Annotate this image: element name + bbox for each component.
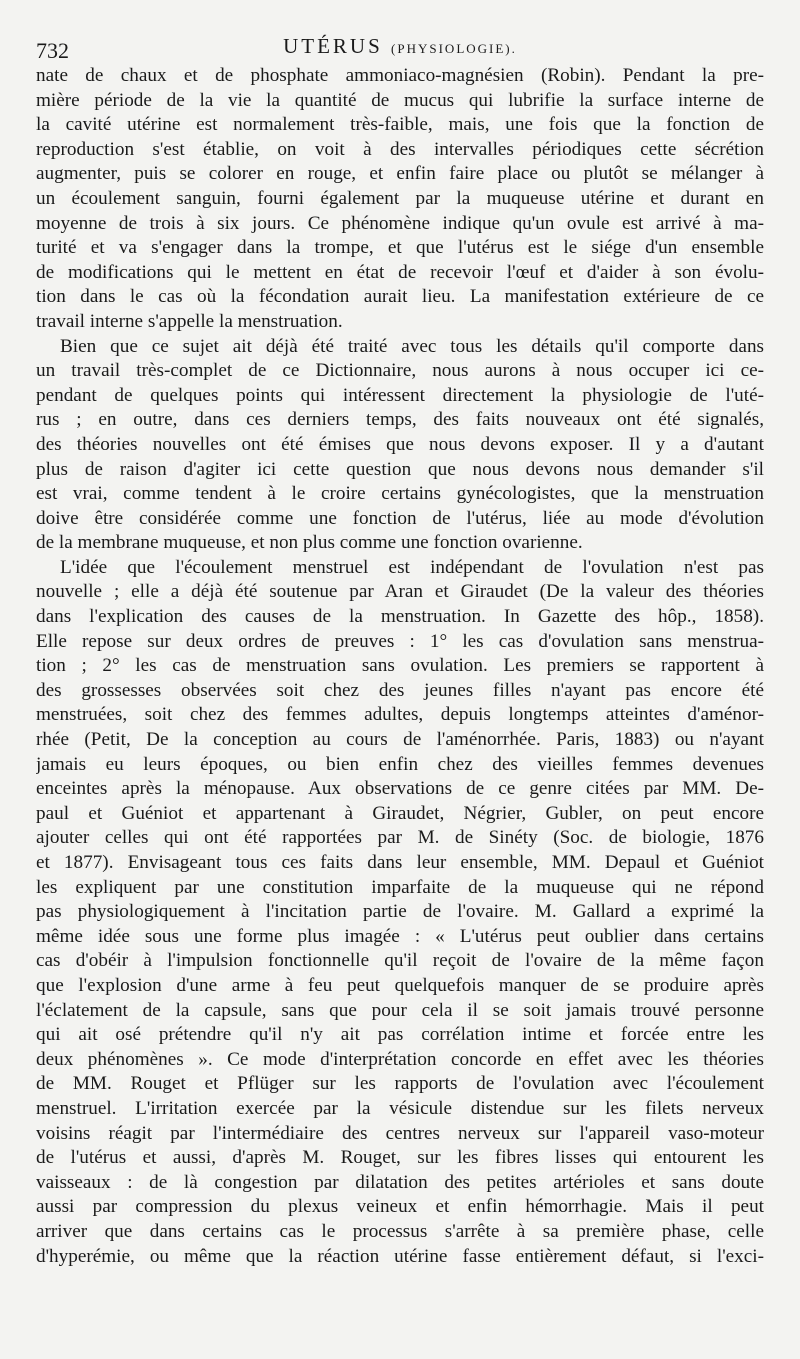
text-line: pendant de quelques points qui intéressent directement la physiologie de l'uté- [36,384,764,406]
text-line: pas physiologiquement à l'incitation partie de l'ovaire. M. Gallard a exprimé la [36,901,764,923]
text-line: d'hyperémie, ou même que la réaction utérine fasse entièrement défaut, si l'exci- [36,1245,764,1267]
text-line: arriver que dans certains cas le processus s'arrête à sa première phase, celle [36,1220,764,1242]
text-line: plus de raison d'agiter ici cette question que nous devons nous demander s'il [36,458,764,480]
text-line: tion ; 2° les cas de menstruation sans ovulation. Les premiers se rapportent à [36,655,764,677]
text-line: moyenne de trois à six jours. Ce phénomène indique qu'un ovule est arrivé à ma- [36,212,764,234]
text-line: travail interne s'appelle la menstruation. [36,310,343,332]
text-line: nouvelle ; elle a déjà été soutenue par Aran et Giraudet (De la valeur des théories [36,581,764,603]
text-line: rhée (Petit, De la conception au cours de l'aménorrhée. Paris, 1883) ou n'ayant [36,729,764,751]
text-line: de la membrane muqueuse, et non plus comme une fonction ovarienne. [36,532,583,554]
page-number: 732 [36,38,69,63]
text-line: Elle repose sur deux ordres de preuves : 1° les cas d'ovulation sans menstrua- [36,630,764,652]
text-line: rus ; en outre, dans ces derniers temps, des faits nouveaux ont été signalés, [36,409,764,431]
text-line: voisins réagit par l'intermédiaire des centres nerveux sur l'appareil vaso-moteur [36,1122,764,1144]
running-header [36,24,764,64]
text-line: augmenter, puis se colorer en rouge, et enfin faire place ou plutôt se mélanger à [36,163,764,185]
text-line: un travail très-complet de ce Dictionnaire, nous aurons à nous occuper ici ce- [36,360,764,382]
text-line: la cavité utérine est normalement très-faible, mais, une fois que la fonction de [36,114,764,136]
text-line: l'éclatement de la capsule, sans que pour cela il se soit jamais trouvé personne [36,999,764,1021]
text-line: qui ait osé prétendre qu'il n'y ait pas corrélation intime et forcée entre les [36,1024,764,1046]
text-line: vaisseaux : de là congestion par dilatation des petites artérioles et sans doute [36,1171,764,1193]
text-line: menstruées, soit chez des femmes adultes, depuis longtemps atteintes d'aménor- [36,704,764,726]
text-line: de MM. Rouget et Pflüger sur les rapports de l'ovulation avec l'écoulement [36,1073,764,1095]
text-line: tion dans le cas où la fécondation aurait lieu. La manifestation extérieure de ce [36,286,764,308]
text-line: reproduction s'est établie, on voit à des intervalles périodiques cette sécrétion [36,138,764,160]
text-line: même idée sous une forme plus imagée : « L'utérus peut oublier dans certains [36,925,764,947]
text-line: paul et Guéniot et appartenant à Giraudet, Négrier, Gubler, on peut encore [36,802,764,824]
text-line: nate de chaux et de phosphate ammoniaco-magnésien (Robin). Pendant la pre- [36,65,764,86]
text-line: deux phénomènes ». Ce mode d'interprétation concorde en effet avec les théories [36,1048,764,1070]
body-text [36,64,764,1269]
text-line: ajouter celles qui ont été rapportées par M. de Sinéty (Soc. de biologie, 1876 [36,827,764,849]
header-title: UTÉRUS [283,34,383,58]
text-line: menstruel. L'irritation exercée par la vésicule distendue sur les filets nerveux [36,1097,764,1119]
text-line: enceintes après la ménopause. Aux observations de ce genre citées par MM. De- [36,778,764,800]
text-line: les expliquent par une constitution imparfaite de la muqueuse qui ne répond [36,876,764,898]
running-title [36,34,764,59]
text-line: de l'utérus et aussi, d'après M. Rouget, sur les fibres lisses qui entourent les [36,1147,764,1169]
text-line: des théories nouvelles ont été émises que nous devons exposer. Il y a d'autant [36,433,764,455]
text-line: cas d'obéir à l'impulsion fonctionnelle qu'il reçoit de l'ovaire de la même façon [36,950,764,972]
text-line: un écoulement sanguin, fourni également par la muqueuse utérine et durant en [36,187,764,209]
text-line: L'idée que l'écoulement menstruel est indépendant de l'ovulation n'est pas [60,556,764,578]
text-line: et 1877). Envisageant tous ces faits dans leur ensemble, MM. Depaul et Guéniot [36,852,764,873]
text-line: doive être considérée comme une fonction de l'utérus, liée au mode d'évolution [36,507,764,529]
text-line: est vrai, comme tendent à le croire certains gynécologistes, que la menstruation [36,483,764,505]
text-line: turité et va s'engager dans la trompe, et que l'utérus est le siége d'un ensemble [36,237,764,259]
text-line: aussi par compression du plexus veineux et enfin hémorrhagie. Mais il peut [36,1196,764,1218]
text-line: des grossesses observées soit chez des jeunes filles n'ayant pas encore été [36,679,764,701]
text-line: jamais eu leurs époques, ou bien enfin chez des vieilles femmes devenues [36,753,764,775]
text-line: de modifications qui le mettent en état de recevoir l'œuf et d'aider à son évolu- [36,261,764,283]
text-line: que l'explosion d'une arme à feu peut quelquefois manquer de se produire après [36,974,764,996]
text-line: Bien que ce sujet ait déjà été traité avec tous les détails qu'il comporte dans [60,335,764,357]
text-line: mière période de la vie la quantité de mucus qui lubrifie la surface interne de [36,89,764,111]
text-line: dans l'explication des causes de la menstruation. In Gazette des hôp., 1858). [36,606,764,628]
header-subtitle: (PHYSIOLOGIE). [391,41,517,56]
